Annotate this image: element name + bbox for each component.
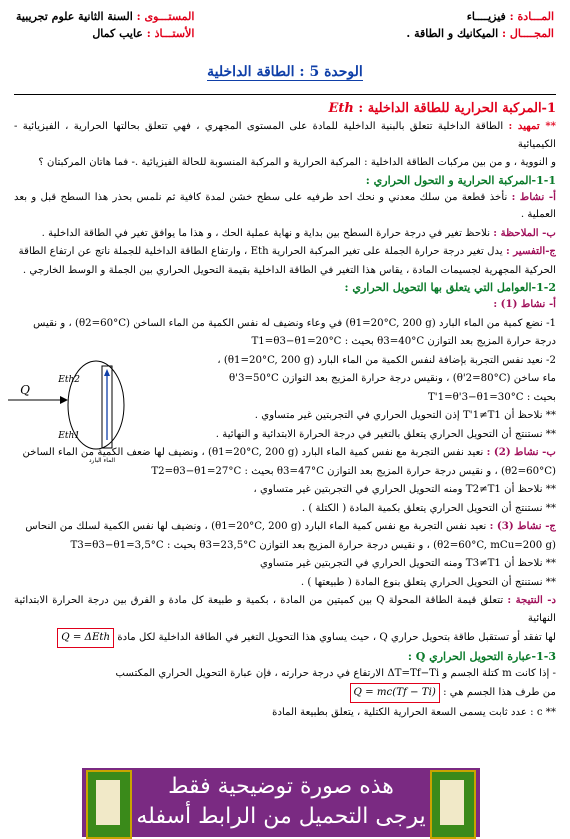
- header-right: [406, 8, 554, 42]
- activity-2-conclusion: ** نستنتج أن التحويل الحراري يتعلق بكمية المادة ( الكتلة ) .: [301, 502, 556, 514]
- section-1-1-title: 1-1-المركبة الحرارية و التحول الحراري :: [365, 173, 556, 187]
- preview-banner: [82, 768, 480, 837]
- level-label: المستـــوى :: [136, 10, 195, 23]
- intro-paragraph-2: و النووية ، و من بين مركبات الطاقة الداخلية : المركبة الحرارية و المركبة المنسوبة للحالة الفيزيائية .- فما هاتان المركبتان ؟: [38, 157, 556, 168]
- interpretation-paragraph: ج-التفسير : يدل تغير درجة حرارة الجملة على تغير المركبة الحرارية Eth ، وارتفاع الطاقة الداخلية للجملة ناتج عن ارتفاع الطاقة: [18, 245, 556, 257]
- activity-1-step-1b: درجة حرارة المزيج بعد التوازن θ3=40°C بحيث : T1=θ3−θ1=20°C: [251, 336, 556, 347]
- heat-label: Q: [20, 383, 30, 397]
- activity-1-step-2b: ماء ساخن (θ'2=80°C) ، ونقيس درجة حرارة المزيج بعد التوازن θ'3=50°C: [229, 373, 556, 384]
- expression-paragraph-2: من طرف هذا الجسم هي : Q = mc(Tf − Ti): [14, 683, 556, 703]
- subject-label: المـــادة :: [509, 10, 554, 23]
- interpretation-paragraph-2: الحركية المجهرية لجسيمات المادة ، يقاس هذا التغير في الطاقة الداخلية بقيمة التحويل الحراري بين الجملة و الوسط الخارجي .: [22, 264, 556, 276]
- domain-value: الميكانيك و الطاقة .: [406, 27, 499, 40]
- subject-value: فيزيــــاء: [466, 10, 506, 23]
- activity-2-text-2: (θ2=60°C) ، و نقيس درجة حرارة المزيج بعد التوازن θ3=47°C بحيث : T2=θ3−θ1=27°C: [151, 465, 556, 477]
- activity-3-text-2: (θ2=60°C, mCu=200 g) ، و نقيس درجة حرارة المزيج بعد التوازن θ3=23,5°C بحيث : T3=θ3−θ1=3,5°C: [70, 539, 556, 551]
- energy-arrow-head: [104, 369, 110, 376]
- observation-paragraph: ب- الملاحظة : نلاحظ تغير في درجة حرارة السطح بين بداية و نهاية عملية الحك ، و هذا ما يوافق تغير في الطاقة الداخلية .: [41, 226, 556, 239]
- activity-1-step-2: 2- نعيد نفس التجربة بإضافة لنفس الكمية من الماء البارد (θ1=20°C, 200 g) ،: [217, 354, 556, 366]
- activity-1-step-2c: بحيث : T'1=θ'3−θ1=30°C: [428, 391, 556, 403]
- activity-1-label: أ- نشاط (1) :: [493, 298, 556, 310]
- section-1-title: 1-المركبة الحرارية للطاقة الداخلية : Eth: [328, 101, 556, 116]
- activity-1-step-1: 1- نضع كمية من الماء البارد (θ1=20°C, 200 g) في وعاء ونضيف له نفس الكمية من الماء الساخن (θ2=60°C) ، و نقيس: [33, 317, 556, 329]
- expression-paragraph: - إذا كانت m كتلة الجسم و ΔT=Tf−Ti الارتفاع في درجة حرارته ، فإن عبارة التحويل الحراري المكتسب: [115, 667, 556, 679]
- result-paragraph-2: لها تفقد أو تستقبل طاقة بتحويل حراري Q ، حيث يساوي هذا التحويل التغير في الطاقة الداخلية لكل مادة Q = ΔEth: [14, 628, 556, 648]
- teacher-label: الأستـــاذ :: [146, 27, 195, 40]
- divider: [14, 94, 556, 95]
- activity-1-conclusion: ** نستنتج أن التحويل الحراري يتعلق بالتغير في درجة الحرارة الابتدائية و النهائية .: [215, 428, 556, 440]
- heat-formula: Q = mc(Tf − Ti): [350, 683, 440, 703]
- activity-2-text: ب- نشاط (2) : نعيد نفس التجربة مع نفس كمية الماء البارد (θ1=20°C, 200 g) ، ونضيف لها ضعف الكمية من الماء الساخن: [22, 446, 556, 458]
- document-header: [14, 8, 556, 54]
- level-value: السنة الثانية علوم تجريبية: [16, 10, 133, 23]
- energy-diagram: [6, 360, 156, 465]
- activity-paragraph: أ- نشاط : نأخذ قطعة من سلك معدني و نحك احد طرفيه على سطح خشن لمدة كافية ثم نلمس بحذر هذا السطح قبل و بعد العملية .: [14, 190, 556, 220]
- activity-2-note: ** نلاحظ أن T2≠T1 ومنه التحويل الحراري في التجربتين غير متساوي ،: [253, 484, 556, 495]
- figure-caption: الماء البارد: [88, 457, 116, 464]
- eth2-label: Eth2: [58, 375, 80, 385]
- banner-line-1: هذه صورة توضيحية فقط: [168, 774, 394, 799]
- heat-arrow-head: [60, 396, 68, 404]
- section-1-2-title: 1-2-العوامل التي يتعلق بها التحويل الحراري :: [344, 281, 556, 294]
- activity-3-text: ج- نشاط (3) : نعيد نفس التجربة مع نفس كمية الماء البارد (θ1=20°C, 200 g) ، ونضيف لها نفس الكمية لسلك من النحاس: [25, 520, 556, 532]
- result-paragraph: د- النتيجة : تتعلق قيمة الطاقة المحولة Q بين كميتين من المادة ، بكمية و طبيعة كل مادة و الفرق بين درجة الحرارة الابتدائية النهائية: [14, 594, 556, 624]
- teacher-value: عايب كمال: [92, 27, 143, 40]
- header-left: [16, 8, 194, 42]
- activity-3-conclusion: ** نستنتج أن التحويل الحراري يتعلق بنوع المادة ( طبيعتها ) .: [300, 576, 556, 588]
- section-1-3-title: 1-3-عبارة التحويل الحراري Q :: [407, 649, 556, 663]
- intro-paragraph: ** تمهيد : الطاقة الداخلية تتعلق بالبنية الداخلية للمادة على المستوى المجهري ، فهي تتعلق بحالتها الحرارية ، الفيزيائية - الكيميائية: [14, 120, 556, 150]
- eth1-label: Eth1: [58, 431, 80, 441]
- expression-paragraph-3: ** c : عدد ثابت يسمى السعة الحرارية الكتلية ، يتعلق بطبيعة المادة: [272, 706, 556, 718]
- banner-line-2: يرجى التحميل من الرابط أسفله: [136, 804, 426, 829]
- unit-title: الوحدة 5 : الطاقة الداخلية: [207, 64, 363, 80]
- activity-1-note: ** نلاحظ أن T'1≠T1 إذن التحويل الحراري في التجربتين غير متساوي .: [254, 410, 556, 421]
- activity-3-note: ** نلاحظ أن T3≠T1 ومنه التحويل الحراري في التجربتين غير متساوي: [260, 558, 556, 569]
- domain-label: المجــــال :: [502, 27, 554, 40]
- result-formula: Q = ΔEth: [57, 628, 114, 648]
